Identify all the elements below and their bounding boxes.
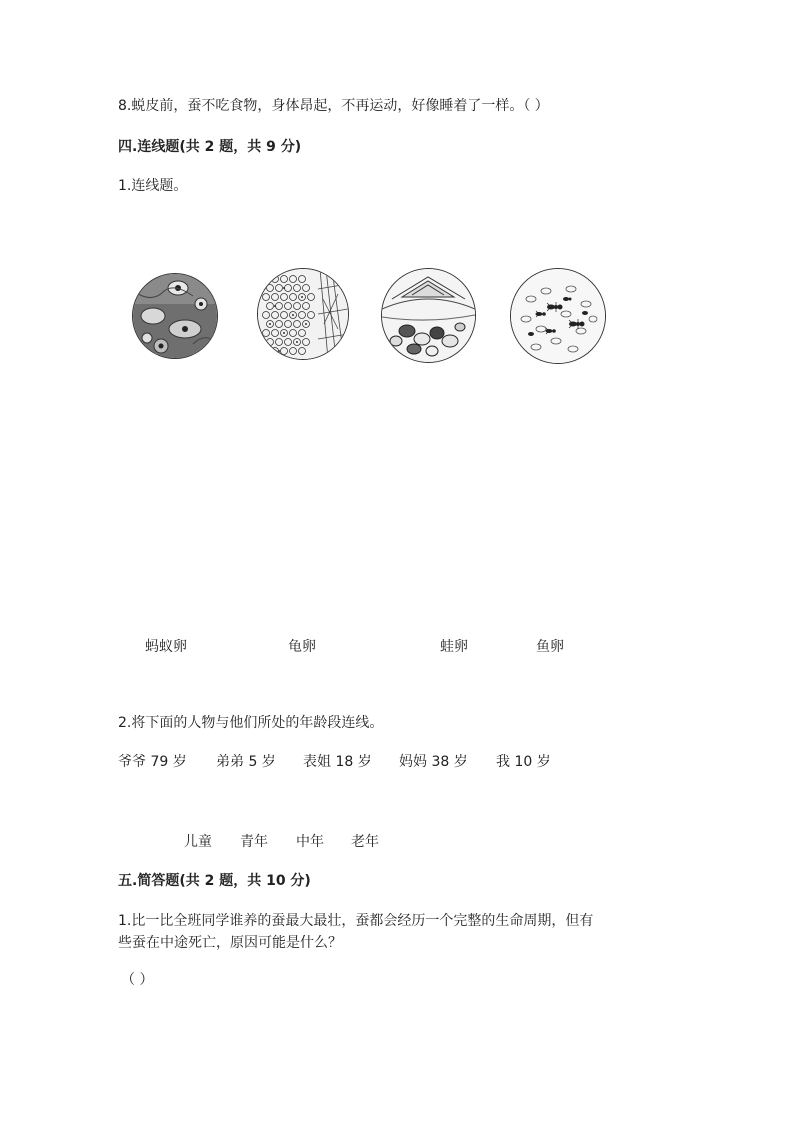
fish-eggs-image [257,268,349,360]
person-grandpa: 爷爷 79 岁 [118,754,187,770]
match-1-label-ant-eggs: 蚂蚁卵 [145,639,187,655]
short-1-question-line-2: 些蚕在中途死亡，原因可能是什么？ [118,935,342,951]
match-1-label-frog-eggs: 蛙卵 [440,639,468,655]
person-cousin: 表姐 18 岁 [303,754,372,770]
stage-middle-age: 中年 [296,834,324,850]
match-2-prompt: 2.将下面的人物与他们所处的年龄段连线。 [118,715,384,731]
stage-youth: 青年 [240,834,268,850]
person-younger-brother: 弟弟 5 岁 [216,754,276,770]
stage-old-age: 老年 [351,834,379,850]
person-me: 我 10 岁 [496,754,551,770]
match-1-label-fish-eggs: 鱼卵 [536,639,564,655]
question-8-text: 8.蜕皮前，蚕不吃食物，身体昂起，不再运动，好像睡着了一样。（ ） [118,98,549,114]
section-4-title: 四.连线题(共 2 题，共 9 分) [118,139,302,155]
stage-child: 儿童 [184,834,212,850]
ant-eggs-image [510,268,606,364]
match-1-prompt: 1.连线题。 [118,178,188,194]
short-1-question-line-1: 1.比一比全班同学谁养的蚕最大最壮，蚕都会经历一个完整的生命周期，但有 [118,913,594,929]
person-mother: 妈妈 38 岁 [399,754,468,770]
short-1-answer-blank[interactable]: （ ） [121,972,154,988]
section-5-title: 五.简答题(共 2 题，共 10 分) [118,873,311,889]
frog-eggs-image [132,273,218,359]
turtle-eggs-image [381,268,476,363]
match-1-label-turtle-eggs: 龟卵 [288,639,316,655]
